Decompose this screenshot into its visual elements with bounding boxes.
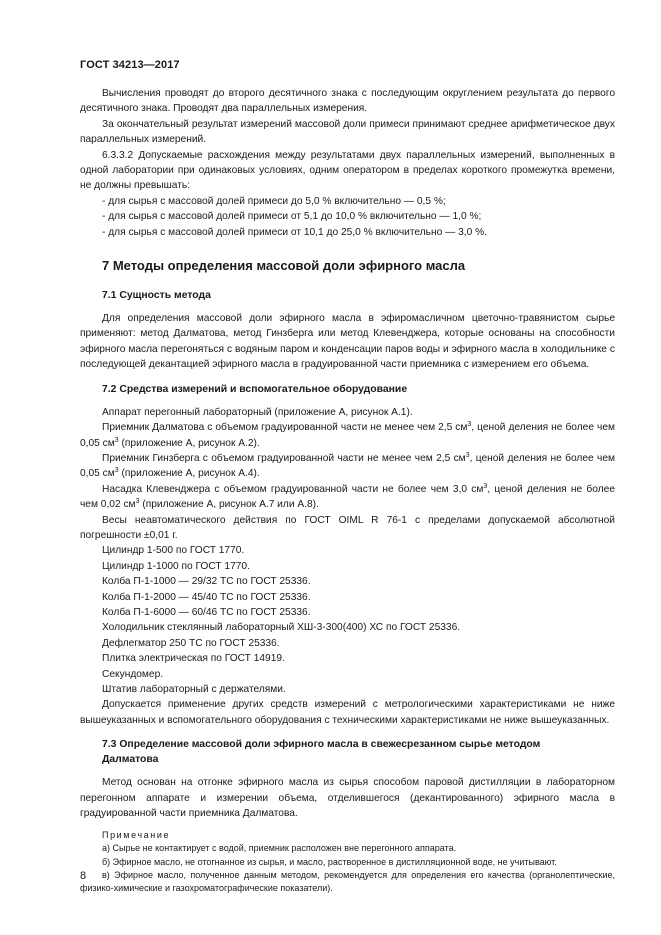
section-7-2-title: 7.2 Средства измерений и вспомогательное оборудование [102, 383, 408, 395]
equipment-clevenger-adapter: Насадка Клевенджера с объемом градуированной части не более чем 3,0 $см^3$, ценой деления не более чем 0,02 $см^3$ (приложение А, рисунок А.7 или А.8). [80, 482, 615, 511]
equipment-item: Дефлегматор 250 ТС по ГОСТ 25336. [102, 637, 280, 649]
equipment-item: Секундомер. [102, 668, 164, 680]
note-item: б) Эфирное масло, не отогнанное из сырья, и масло, растворенное в дистилляционной воде, не учитывают. [102, 856, 557, 867]
equipment-item: Колба П-1-1000 — 29/32 ТС по ГОСТ 25336. [102, 576, 311, 588]
paragraph-final-result: За окончательный результат измерений массовой доли примеси принимают среднее арифметическое двух параллельных измерений. [80, 118, 615, 146]
equipment-item: Цилиндр 1-500 по ГОСТ 1770. [102, 545, 245, 557]
equipment-item: Плитка электрическая по ГОСТ 14919. [102, 653, 285, 665]
section-7-3-title: 7.3 Определение массовой доли эфирного масла в свежесрезанном сырье методом Далматова [102, 739, 541, 766]
note-title: Примечание [102, 830, 171, 841]
equipment-substitution-note: Допускается применение других средств измерений с метрологическими характеристиками не ниже вышеуказанных и вспомогательного оборудования с техническими характеристиками не ниже вышеуказанных. [80, 699, 615, 726]
equipment-apparatus: Аппарат перегонный лабораторный (приложение А, рисунок А.1). [102, 406, 413, 418]
limit-item: - для сырья с массовой долей примеси до 5,0 % включительно — 0,5 %; [102, 195, 446, 207]
limit-item: - для сырья с массовой долей примеси от 10,1 до 25,0 % включительно — 3,0 %. [102, 226, 487, 238]
limit-item: - для сырья с массовой долей примеси от 5,1 до 10,0 % включительно — 1,0 %; [102, 211, 482, 223]
paragraph-calculation: Вычисления проводят до второго десятичного знака с последующим округлением результата до первого десятичного знака. Проводят два параллельных измерения. [80, 88, 615, 115]
equipment-item: Колба П-1-2000 — 45/40 ТС по ГОСТ 25336. [102, 591, 311, 603]
paragraph-6-3-3-2: 6.3.3.2 Допускаемые расхождения между результатами двух параллельных измерений, выполненных в одной лаборатории при одинаковых условиях, одним оператором в пределах короткого промежутка времени, не должны превышать: [80, 149, 615, 192]
section-7-1-text: Для определения массовой доли эфирного масла в эфиромасличном цветочно-травянистом сырье применяют: метод Далматова, метод Гинзберга или метод Клевенджера, которые основаны на способности эфирного масла перегоняться с водяным паром и конденсации паров воды и эфирного масла в холодильнике с последующей декантацией эфирного масла в градуированной части приемника с измерением его объема. [80, 313, 615, 371]
equipment-dalmatov-receiver: Приемник Далматова с объемом градуированной части не менее чем 2,5 $см^3$, ценой деления не более чем 0,05 $см^3$ (приложение А, рисунок А.2). [80, 421, 615, 449]
document-header: ГОСТ 34213—2017 [80, 59, 180, 71]
equipment-item: Цилиндр 1-1000 по ГОСТ 1770. [102, 560, 250, 572]
page-content [80, 86, 615, 895]
equipment-item: Холодильник стеклянный лабораторный ХШ-3-300(400) ХС по ГОСТ 25336. [102, 622, 461, 634]
section-7-3-text: Метод основан на отгонке эфирного масла из сырья способом паровой дистилляции в лабораторном перегонном аппарате и измерении объема, отделившегося (декантированного) эфирного масла в градуированной части приемника Далматова. [80, 777, 615, 820]
page-number: 8 [80, 870, 87, 882]
section-7-title: 7 Методы определения массовой доли эфирного масла [102, 258, 466, 274]
equipment-item: Штатив лабораторный с держателями. [102, 684, 286, 695]
equipment-ginzberg-receiver: Приемник Гинзберга с объемом градуированной части не менее чем 2,5 $см^3$, ценой деления не более чем 0,05 $см^3$ (приложение А, рисунок А.4). [80, 451, 615, 480]
equipment-scales: Весы неавтоматического действия по ГОСТ OIML R 76-1 с пределами допускаемой абсолютной погрешности ±0,01 г. [80, 514, 615, 541]
note-item: в) Эфирное масло, полученное данным методом, рекомендуется для определения его качества (органолептические, физико-химические и газохроматографические показатели). [80, 869, 615, 894]
section-7-1-title: 7.1 Сущность метода [102, 290, 211, 302]
equipment-item: Колба П-1-6000 — 60/46 ТС по ГОСТ 25336. [102, 606, 311, 618]
note-item: а) Сырье не контактирует с водой, приемник расположен вне перегонного аппарата. [102, 843, 457, 854]
